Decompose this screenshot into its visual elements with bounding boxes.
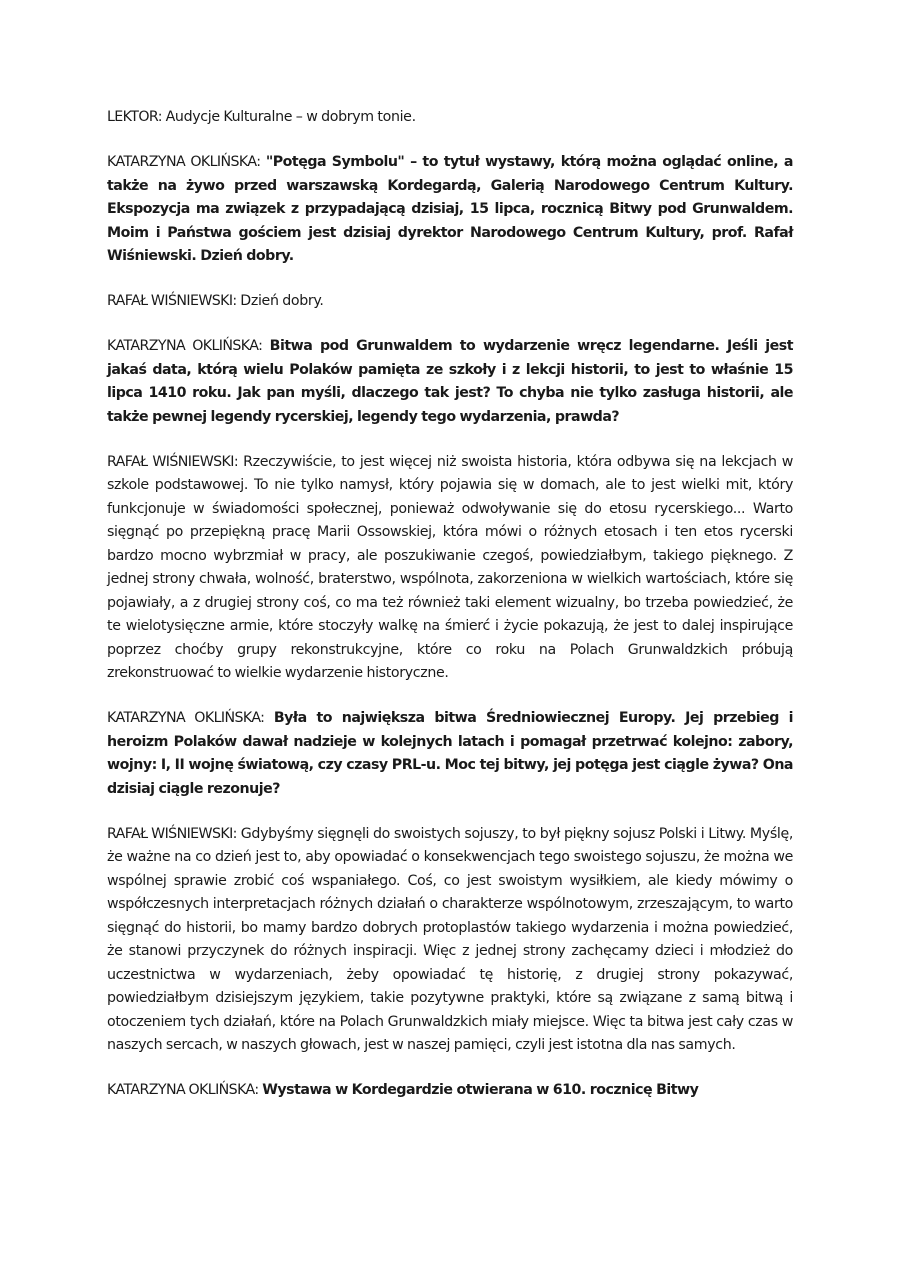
speaker-label: RAFAŁ WIŚNIEWSKI: bbox=[107, 453, 239, 470]
transcript-paragraph-wisniewski-2 bbox=[107, 451, 793, 686]
speaker-label: RAFAŁ WIŚNIEWSKI: bbox=[107, 293, 237, 309]
speech-text: Dzień dobry. bbox=[240, 293, 324, 309]
speech-text: "Potęga Symbolu" – to tytuł wystawy, którą można oglądać online, a także na żywo przed warszawską Kordegardą, Galerią Narodowego Centrum Kultury. Ekspozycja ma związek z przypadającą dzisiaj, 15 lipca, rocznicą Bitwy pod Grunwaldem. Moim i Państwa gościem jest dzisiaj dyrektor Narodowego Centrum Kultury, prof. Rafał Wiśniewski. Dzień dobry. bbox=[107, 154, 793, 264]
speaker-label: RAFAŁ WIŚNIEWSKI: bbox=[107, 825, 237, 842]
speech-text: Bitwa pod Grunwaldem to wydarzenie wręcz legendarne. Jeśli jest jakaś data, którą wielu Polaków pamięta ze szkoły i z lekcji historii, to jest to właśnie 15 lipca 1410 roku. Jak pan myśli, dlaczego tak jest? To chyba nie tylko zasługa historii, ale także pewnej legendy rycerskiej, legendy tego wydarzenia, prawda? bbox=[107, 338, 793, 425]
speaker-label: KATARZYNA OKLIŃSKA: bbox=[107, 710, 265, 726]
transcript-paragraph-wisniewski-1 bbox=[107, 290, 793, 314]
speech-text: Wystawa w Kordegardzie otwierana w 610. rocznicę Bitwy bbox=[262, 1082, 699, 1098]
speaker-label: KATARZYNA OKLIŃSKA: bbox=[107, 154, 261, 170]
speaker-label: KATARZYNA OKLIŃSKA: bbox=[107, 338, 263, 354]
transcript-paragraph-oklinska-1 bbox=[107, 151, 793, 269]
transcript-page bbox=[107, 106, 793, 1103]
speech-text: Gdybyśmy sięgnęli do swoistych sojuszy, to był piękny sojusz Polski i Litwy. Myślę, że ważne na co dzień jest to, aby opowiadać o konsekwencjach tego swoistego sojuszu, że można we wspólnej sprawie zrobić coś wspaniałego. Coś, co jest swoistym wysiłkiem, ale kiedy mówimy o współczesnych interpretacjach różnych działań o charakterze wspólnotowym, zrzeszającym, to warto sięgnąć do historii, bo mamy bardzo dobrych protoplastów takiego wydarzenia i można powiedzieć, że stanowi przyczynek do różnych inspiracji. Więc z jednej strony zachęcamy dzieci i młodzież do uczestnictwa w wydarzeniach, żeby opowiadać tę historię, z drugiej strony pokazywać, powiedziałbym dzisiejszym językiem, takie pozytywne praktyki, które są związane z samą bitwą i otoczeniem tych działań, które na Polach Grunwaldzkich miały miejsce. Więc ta bitwa jest cały czas w naszych sercach, w naszych głowach, jest w naszej pamięci, czyli jest istotna dla nas samych. bbox=[107, 825, 793, 1053]
speech-text: Rzeczywiście, to jest więcej niż swoista historia, która odbywa się na lekcjach w szkole podstawowej. To nie tylko namysł, który pojawia się w domach, ale to jest wielki mit, który funkcjonuje w świadomości społecznej, ponieważ odwoływanie się do etosu rycerskiego... Warto sięgnąć po przepiękną pracę Marii Ossowskiej, która mówi o różnych etosach i ten etos rycerski bardzo mocno wybrzmiał w pracy, ale poszukiwanie czegoś, powiedziałbym, takiego pięknego. Z jednej strony chwała, wolność, braterstwo, wspólnota, zakorzeniona w wielkich wartościach, które się pojawiały, a z drugiej strony coś, co ma też również taki element wizualny, bo trzeba powiedzieć, że te wielotysięczne armie, które stoczyły walkę na śmierć i życie pokazują, że jest to dalej inspirujące poprzez choćby grupy rekonstrukcyjne, które co roku na Polach Grunwaldzkich próbują zrekonstruować to wielkie wydarzenie historyczne. bbox=[107, 453, 793, 681]
transcript-paragraph-oklinska-3 bbox=[107, 707, 793, 801]
transcript-paragraph-oklinska-2 bbox=[107, 335, 793, 429]
speech-text: Była to największa bitwa Średniowiecznej Europy. Jej przebieg i heroizm Polaków dawał nadzieje w kolejnych latach i pomagał przetrwać kolejno: zabory, wojny: I, II wojnę światową, czy czasy PRL-u. Moc tej bitwy, jej potęga jest ciągle żywa? Ona dzisiaj ciągle rezonuje? bbox=[107, 710, 794, 797]
speaker-label: KATARZYNA OKLIŃSKA: bbox=[107, 1082, 259, 1098]
transcript-paragraph-oklinska-4 bbox=[107, 1079, 793, 1103]
speech-text: Audycje Kulturalne – w dobrym tonie. bbox=[165, 109, 416, 125]
transcript-paragraph-wisniewski-3 bbox=[107, 823, 793, 1058]
transcript-paragraph-lektor bbox=[107, 106, 793, 130]
speaker-label: LEKTOR: bbox=[107, 109, 162, 125]
